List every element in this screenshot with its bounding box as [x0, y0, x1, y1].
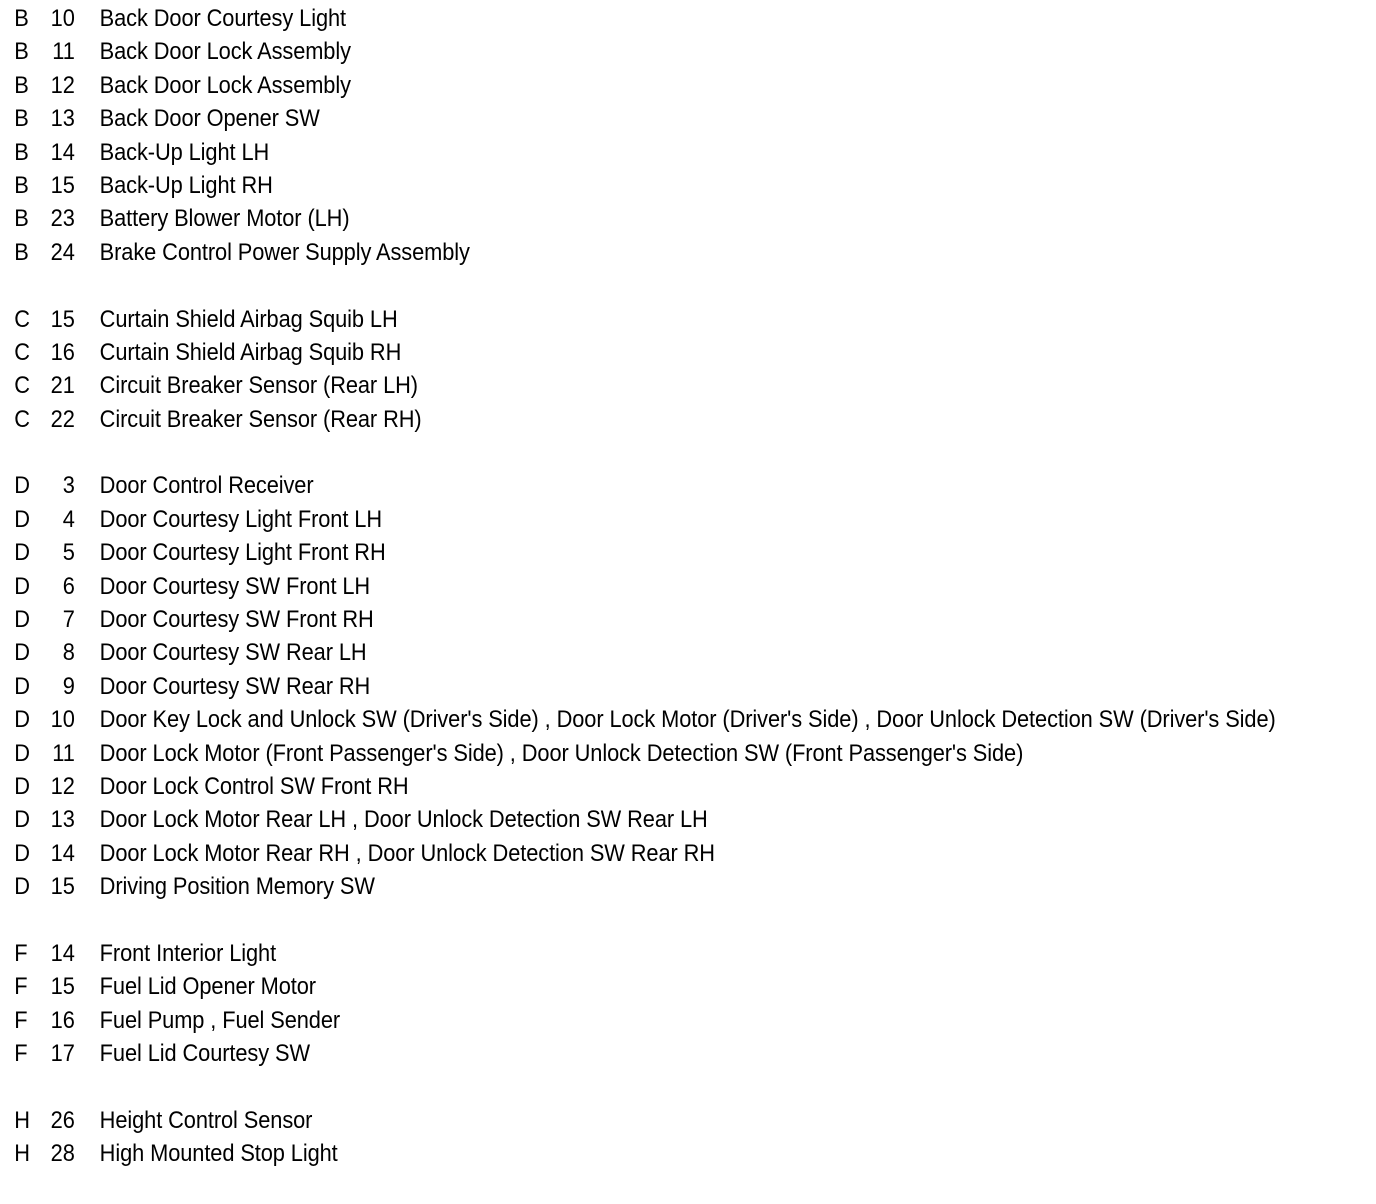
connector-number: 10 [50, 5, 75, 32]
list-item [0, 403, 1225, 436]
connector-number: 15 [50, 873, 75, 901]
component-name: Driving Position Memory SW [99, 873, 375, 901]
list-item [0, 737, 1225, 770]
list-item [0, 236, 1225, 269]
list-item [0, 937, 1225, 970]
list-item [0, 970, 1225, 1003]
component-name: Door Courtesy SW Front LH [99, 572, 371, 600]
connector-letter: C [14, 405, 30, 433]
component-name: Curtain Shield Airbag Squib LH [99, 305, 398, 333]
component-name: Door Lock Control SW Front RH [99, 772, 409, 800]
list-item [0, 770, 1225, 803]
connector-number: 8 [62, 639, 75, 667]
connector-letter: D [14, 572, 30, 600]
connector-letter: B [14, 38, 29, 66]
connector-number: 14 [50, 138, 75, 166]
component-name: Back-Up Light LH [99, 138, 270, 166]
connector-letter: C [14, 305, 30, 333]
connector-letter: B [14, 171, 29, 199]
connector-letter: D [14, 706, 30, 734]
connector-number: 11 [52, 38, 75, 66]
connector-letter: F [14, 939, 28, 967]
connector-number: 22 [50, 405, 75, 433]
connector-number: 7 [62, 606, 75, 634]
connector-letter: D [14, 772, 30, 800]
component-name: Fuel Lid Opener Motor [99, 973, 316, 1001]
component-name: Back Door Courtesy Light [99, 5, 347, 32]
connector-letter: B [14, 238, 29, 266]
connector-letter: C [14, 372, 30, 400]
letter-group-c [0, 303, 1376, 437]
component-name: Circuit Breaker Sensor (Rear LH) [99, 372, 418, 400]
list-item [0, 303, 1225, 336]
connector-number: 4 [62, 505, 75, 533]
connector-number: 24 [50, 238, 75, 266]
letter-group-d [0, 469, 1376, 903]
list-item [0, 703, 1276, 736]
component-name: Door Courtesy SW Rear RH [99, 672, 371, 700]
connector-letter: D [14, 839, 30, 867]
list-item [0, 870, 1225, 903]
component-name: Fuel Pump , Fuel Sender [99, 1006, 341, 1034]
component-name: Door Courtesy SW Rear LH [99, 639, 367, 667]
connector-number: 15 [50, 305, 75, 333]
component-name: Door Courtesy Light Front LH [99, 505, 382, 533]
connector-number: 23 [50, 205, 75, 233]
component-name: Front Interior Light [99, 939, 277, 967]
list-item [0, 1104, 1225, 1137]
component-name: Door Control Receiver [99, 472, 314, 500]
list-item [0, 2, 1225, 35]
connector-number: 16 [50, 338, 75, 366]
connector-number: 21 [50, 372, 75, 400]
connector-letter: D [14, 472, 30, 500]
connector-letter: D [14, 672, 30, 700]
connector-number: 3 [62, 472, 75, 500]
list-item [0, 536, 1225, 569]
connector-letter: B [14, 105, 29, 133]
connector-number: 12 [50, 772, 75, 800]
list-item [0, 1004, 1225, 1037]
connector-letter: D [14, 505, 30, 533]
component-name: Door Lock Motor (Front Passenger's Side) , Door Unlock Detection SW (Front Passenger's Side) [99, 739, 1024, 767]
list-item [0, 202, 1225, 235]
connector-number: 6 [62, 572, 75, 600]
connector-letter: F [14, 1006, 28, 1034]
component-name: Curtain Shield Airbag Squib RH [99, 338, 402, 366]
component-name: Circuit Breaker Sensor (Rear RH) [99, 405, 422, 433]
list-item [0, 35, 1225, 68]
list-item [0, 69, 1225, 102]
connector-number: 28 [50, 1140, 75, 1168]
connector-letter: D [14, 739, 30, 767]
list-item [0, 136, 1225, 169]
component-name: Door Lock Motor Rear LH , Door Unlock Detection SW Rear LH [99, 806, 708, 834]
letter-group-b [0, 2, 1376, 269]
component-name: Height Control Sensor [99, 1106, 313, 1134]
component-name: Back Door Opener SW [99, 105, 320, 133]
list-item [0, 369, 1225, 402]
connector-number: 12 [50, 71, 75, 99]
connector-number: 11 [52, 739, 75, 767]
component-name: Fuel Lid Courtesy SW [99, 1040, 310, 1068]
connector-letter: B [14, 5, 29, 32]
list-item [0, 570, 1225, 603]
letter-group-f [0, 937, 1376, 1071]
component-name: Back Door Lock Assembly [99, 71, 351, 99]
component-name: Back Door Lock Assembly [99, 38, 351, 66]
list-item [0, 469, 1225, 502]
connector-number: 26 [50, 1106, 75, 1134]
connector-number: 16 [50, 1006, 75, 1034]
connector-number: 13 [50, 105, 75, 133]
connector-letter: C [14, 338, 30, 366]
connector-number: 17 [50, 1040, 75, 1068]
connector-number: 15 [50, 171, 75, 199]
letter-group-h [0, 1104, 1376, 1171]
connector-letter: F [14, 1040, 28, 1068]
connector-number: 9 [62, 672, 75, 700]
connector-number: 14 [50, 839, 75, 867]
list-item [0, 803, 1225, 836]
component-name: High Mounted Stop Light [99, 1140, 338, 1168]
list-item [0, 503, 1225, 536]
list-item [0, 102, 1225, 135]
component-name: Door Key Lock and Unlock SW (Driver's Side) , Door Lock Motor (Driver's Side) , Door Unlock Detection SW (Driver's Side) [99, 706, 1276, 734]
list-item [0, 169, 1225, 202]
connector-number: 13 [50, 806, 75, 834]
component-name: Brake Control Power Supply Assembly [99, 238, 470, 266]
list-item [0, 636, 1225, 669]
connector-letter: D [14, 539, 30, 567]
list-item [0, 837, 1225, 870]
connector-letter: H [14, 1140, 30, 1168]
component-name: Back-Up Light RH [99, 171, 273, 199]
connector-letter: D [14, 806, 30, 834]
component-name: Door Courtesy Light Front RH [99, 539, 386, 567]
connector-letter: H [14, 1106, 30, 1134]
connector-letter: D [14, 606, 30, 634]
connector-number: 5 [62, 539, 75, 567]
list-item [0, 670, 1225, 703]
connector-letter: D [14, 873, 30, 901]
component-index-list [0, 2, 1376, 1204]
connector-letter: B [14, 138, 29, 166]
connector-letter: F [14, 973, 28, 1001]
connector-number: 14 [50, 939, 75, 967]
list-item [0, 336, 1225, 369]
connector-letter: D [14, 639, 30, 667]
connector-letter: B [14, 71, 29, 99]
component-name: Door Courtesy SW Front RH [99, 606, 374, 634]
component-name: Battery Blower Motor (LH) [99, 205, 350, 233]
list-item [0, 603, 1225, 636]
connector-number: 10 [50, 706, 75, 734]
list-item [0, 1037, 1225, 1070]
list-item [0, 1137, 1225, 1170]
component-name: Door Lock Motor Rear RH , Door Unlock Detection SW Rear RH [99, 839, 715, 867]
connector-number: 15 [50, 973, 75, 1001]
connector-letter: B [14, 205, 29, 233]
